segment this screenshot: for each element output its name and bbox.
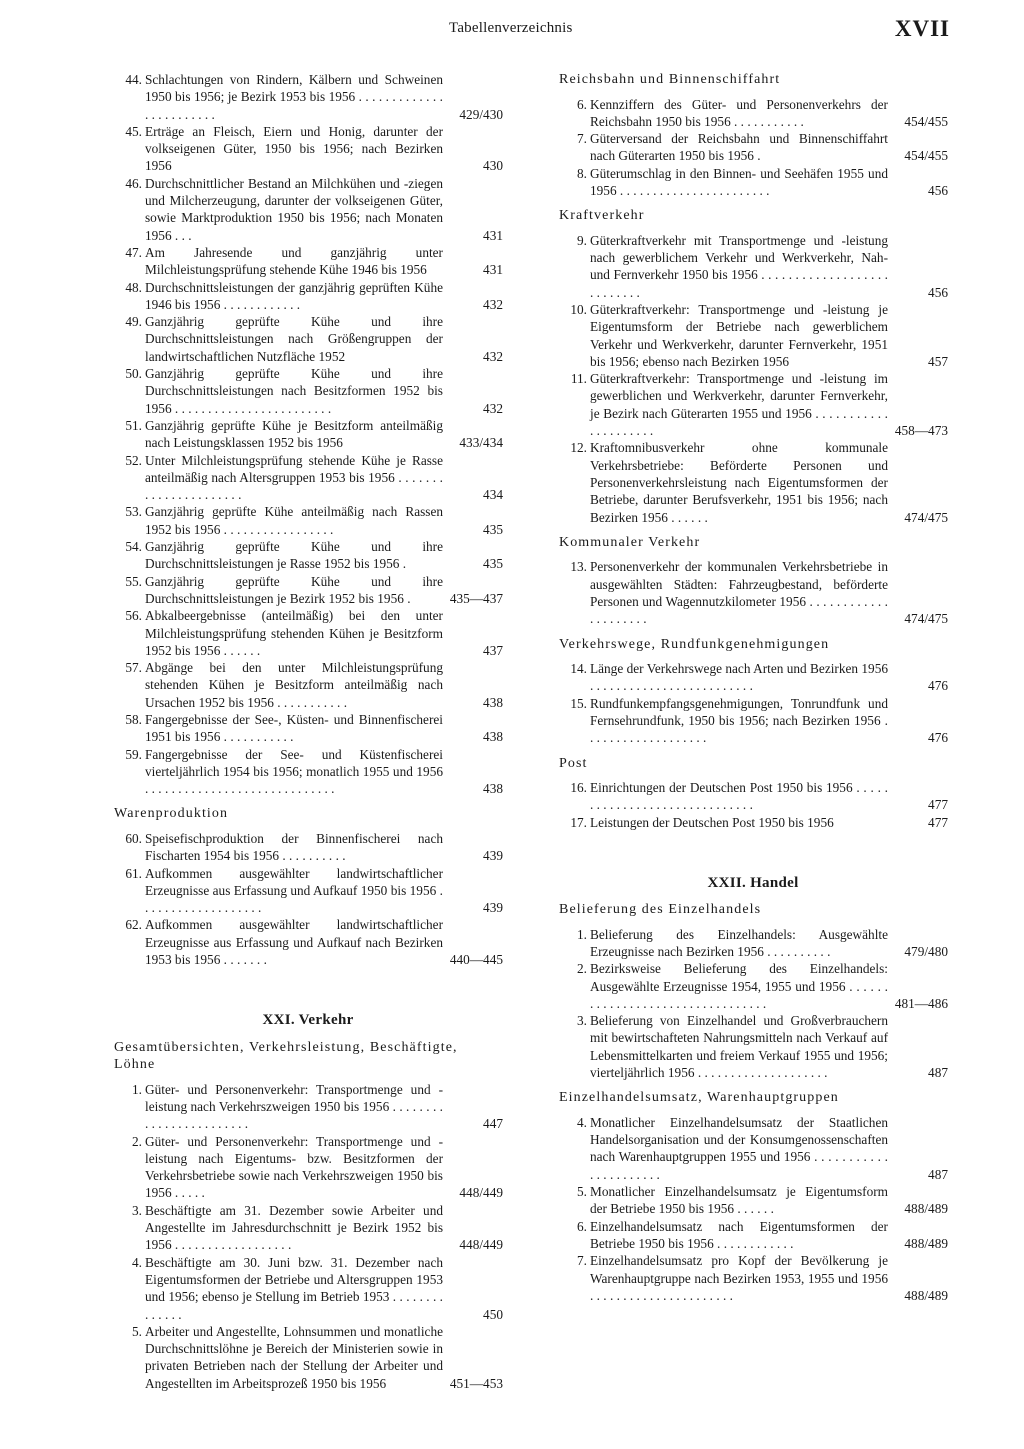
entry-page-ref: 479/480 [904,943,948,959]
entry-title: Durchschnittlicher Bestand an Milchkühen und -ziegen und Milcherzeugung, darunter der volkseigenen Güter, sowie Marktproduktion 1950 bis 1956; nach Monaten 1956 . . . [145,175,443,243]
entry-page-ref: 435 [483,521,503,537]
entry-number: 8. [577,165,587,181]
entry-page-ref: 457 [928,353,948,369]
entry-number: 13. [570,559,587,575]
right-column [558,71,948,1304]
entry-number: 50. [125,366,142,382]
toc-entry [558,926,948,961]
group-heading: Kommunaler Verkehr [559,534,701,550]
page-header [0,18,1024,44]
toc-entry [558,558,948,627]
group-heading: Warenproduktion [114,806,229,822]
toc-entry [113,746,503,798]
entry-number: 45. [125,123,142,139]
toc-entry [558,130,948,165]
entry-title: Leistungen der Deutschen Post 1950 bis 1956 [590,814,834,830]
entry-number: 57. [125,660,142,676]
group-heading: Einzelhandelsumsatz, Warenhauptgruppen [559,1090,839,1106]
entry-title: Ganzjährig geprüfte Kühe und ihre Durchschnittsleistungen je Bezirk 1952 bis 1956 . [145,573,443,606]
entry-page-ref: 435—437 [449,590,503,606]
entry-page-ref: 487 [928,1065,948,1081]
toc-entry [113,538,503,573]
toc-entry [558,695,948,747]
entry-page-ref: 435 [483,556,503,572]
toc-entry [113,865,503,917]
toc-entry [113,71,503,123]
toc-entry [113,244,503,279]
entry-title: Ganzjährig geprüfte Kühe und ihre Durchschnittsleistungen nach Besitzformen 1952 bis 1956 . . . . . . . . . . . . . . . . . . . . . . . . [145,366,443,416]
entry-page-ref: 481—486 [894,995,948,1011]
toc-entry [558,232,948,301]
entry-number: 2. [132,1133,142,1149]
entry-title: Kennziffern des Güter- und Personenverkehrs der Reichsbahn 1950 bis 1956 . . . . . . . . . . . [590,96,888,129]
toc-entry [558,814,948,831]
entry-page-ref: 448/449 [459,1185,503,1201]
entry-page-ref: 431 [483,262,503,278]
entry-number: 61. [125,865,142,881]
entry-title: Unter Milchleistungsprüfung stehende Kühe je Rasse anteilmäßig nach Altersgruppen 1953 bis 1956 . . . . . . . . . . . . . . . . . . . . . . [145,452,443,503]
entry-title: Ganzjährig geprüfte Kühe je Besitzform anteilmäßig nach Leistungsklassen 1952 bis 1956 [145,417,443,451]
entry-number: 17. [570,814,587,830]
toc-entry [113,1081,503,1133]
entry-number: 7. [577,131,587,147]
toc-entry [113,573,503,608]
entry-title: Ganzjährig geprüfte Kühe und ihre Durchschnittsleistungen nach Größengruppen der landwirtschaftlichen Nutzfläche 1952 [145,314,443,364]
entry-page-ref: 456 [928,182,948,198]
entry-number: 12. [570,440,587,456]
entry-page-ref: 456 [928,284,948,300]
entry-number: 10. [570,301,587,317]
entry-title: Güterkraftverkehr: Transportmenge und -leistung im gewerblichen und Werkverkehr, darunter Fernverkehr, je Bezirk nach Güterarten 1955 und 1956 . . . . . . . . . . . . . . . . . . . . . [590,371,888,439]
toc-entry [113,711,503,746]
entry-title: Ganzjährig geprüfte Kühe anteilmäßig nach Rassen 1952 bis 1956 . . . . . . . . . . . . . . . . . [145,504,443,537]
toc-entry [113,607,503,659]
toc-entry [113,830,503,865]
entry-page-ref: 433/434 [459,435,503,451]
entry-page-ref: 440—445 [449,952,503,968]
entry-number: 52. [125,452,142,468]
entry-title: Abkalbeergebnisse (anteilmäßig) bei den unter Milchleistungsprüfung stehenden Kühen je Besitzform 1952 bis 1956 . . . . . . [145,608,443,658]
toc-entry [558,779,948,814]
toc-entry [558,1252,948,1304]
entry-title: Belieferung des Einzelhandels: Ausgewählte Erzeugnisse nach Bezirken 1956 . . . . . . . . . . [590,926,888,959]
entry-number: 60. [125,830,142,846]
entry-page-ref: 476 [928,678,948,694]
entry-page-ref: 450 [483,1306,503,1322]
toc-entry [558,960,948,1012]
toc-entry [113,916,503,968]
entry-page-ref: 432 [483,348,503,364]
group-heading: Belieferung des Einzelhandels [559,902,762,918]
entry-number: 59. [125,746,142,762]
group-heading: Kraftverkehr [559,208,645,224]
entry-number: 15. [570,695,587,711]
toc-entry [558,96,948,131]
toc-entry [558,1114,948,1183]
entry-title: Speisefischproduktion der Binnenfischerei nach Fischarten 1954 bis 1956 . . . . . . . . . . [145,830,443,864]
group-heading: Post [559,755,588,771]
entry-title: Erträge an Fleisch, Eiern und Honig, darunter der volkseigenen Güter, 1950 bis 1956; nach Bezirken 1956 [145,123,443,174]
section-heading: XXI. Verkehr [262,1012,354,1029]
entry-title: Am Jahresende und ganzjährig unter Milchleistungsprüfung stehende Kühe 1946 bis 1956 [145,244,443,278]
entry-page-ref: 434 [483,487,503,503]
entry-title: Schlachtungen von Rindern, Kälbern und Schweinen 1950 bis 1956; je Bezirk 1953 bis 1956 . . . . . . . . . . . . . . . . . . . . . . . . [145,72,443,122]
entry-title: Personenverkehr der kommunalen Verkehrsbetriebe in ausgewählten Städten: Fahrzeugbestand, beförderte Personen und Wagennutzkilometer 1956 . . . . . . . . . . . . . . . . . . . . . [590,559,888,627]
entry-title: Güterversand der Reichsbahn und Binnenschiffahrt nach Güterarten 1950 bis 1956 . [590,131,888,164]
entry-page-ref: 454/455 [904,148,948,164]
toc-entry [113,175,503,244]
entry-page-ref: 448/449 [459,1237,503,1253]
toc-entry [113,503,503,538]
entry-page-ref: 431 [483,227,503,243]
entry-title: Einzelhandelsumsatz nach Eigentumsformen der Betriebe 1950 bis 1956 . . . . . . . . . . . . [590,1218,888,1251]
entry-title: Fangergebnisse der See- und Küstenfischerei vierteljährlich 1954 bis 1956; monatlich 1955 und 1956 . . . . . . . . . . . . . . . . . . . . . . . . . . . . . [145,746,443,797]
entry-page-ref: 438 [483,729,503,745]
entry-title: Güter- und Personenverkehr: Transportmenge und -leistung nach Eigentums- bzw. Besitzformen der Verkehrsbetriebe sowie nach Verkehrszweigen 1950 bis 1956 . . . . . [145,1133,443,1201]
entry-page-ref: 438 [483,694,503,710]
entry-title: Aufkommen ausgewählter landwirtschaftlicher Erzeugnisse aus Erfassung und Aufkauf nach Bezirken 1953 bis 1956 . . . . . . . [145,917,443,968]
entry-number: 4. [577,1114,587,1130]
entry-page-ref: 474/475 [904,611,948,627]
toc-entry [113,417,503,452]
entry-title: Länge der Verkehrswege nach Arten und Bezirken 1956 . . . . . . . . . . . . . . . . . . . . . . . . . [590,661,888,694]
page-number: XVII [894,16,950,41]
entry-number: 16. [570,780,587,795]
entry-page-ref: 432 [483,400,503,416]
entry-title: Ganzjährig geprüfte Kühe und ihre Durchschnittsleistungen je Rasse 1952 bis 1956 . [145,539,443,572]
entry-title: Beschäftigte am 31. Dezember sowie Arbeiter und Angestellte im Jahresdurchschnitt je Bezirk 1952 bis 1956 . . . . . . . . . . . . . . . . . . [145,1202,443,1253]
entry-page-ref: 432 [483,296,503,312]
entry-number: 14. [570,661,587,677]
toc-entry [113,659,503,711]
entry-number: 51. [125,417,142,433]
toc-entry [113,365,503,417]
entry-page-ref: 439 [483,900,503,916]
entry-title: Bezirksweise Belieferung des Einzelhandels: Ausgewählte Erzeugnisse 1954, 1955 und 1956 . . . . . . . . . . . . . . . . . . . . . . . . . . . . . . . . . [590,961,888,1011]
entry-number: 4. [132,1254,142,1270]
entry-number: 44. [125,72,142,87]
entry-title: Abgänge bei den unter Milchleistungsprüfung stehenden Kühen je Besitzform anteilmäßig nach Ursachen 1952 bis 1956 . . . . . . . . . . . [145,660,443,710]
section-heading: XXII. Handel [707,874,799,891]
toc-entry [113,279,503,314]
entry-page-ref: 477 [928,797,948,813]
toc-entry [558,1183,948,1218]
toc-entry [113,1133,503,1202]
toc-entry [558,1012,948,1081]
entry-page-ref: 488/489 [904,1287,948,1303]
toc-entry [558,301,948,370]
entry-number: 3. [577,1013,587,1029]
entry-page-ref: 474/475 [904,509,948,525]
entry-title: Güter- und Personenverkehr: Transportmenge und -leistung nach Verkehrszweigen 1950 bis 1956 . . . . . . . . . . . . . . . . . . . . . . . . [145,1081,443,1132]
entry-number: 48. [125,279,142,295]
toc-entry [558,439,948,525]
entry-number: 62. [125,917,142,933]
entry-number: 3. [132,1202,142,1218]
entry-title: Güterumschlag in den Binnen- und Seehäfen 1955 und 1956 . . . . . . . . . . . . . . . . . . . . . . . [590,165,888,198]
group-heading: Gesamtübersichten, Verkehrsleistung, Beschäftigte, Löhne [114,1039,458,1073]
toc-entry [113,452,503,504]
entry-title: Güterkraftverkehr: Transportmenge und -leistung je Eigentumsform der Betriebe nach gewerblichem Verkehr und Werkverkehr, darunter Fernverkehr, 1951 bis 1956; ebenso nach Bezirken 1956 [590,301,888,369]
entry-page-ref: 454/455 [904,113,948,129]
entry-number: 58. [125,711,142,727]
entry-title: Monatlicher Einzelhandelsumsatz je Eigentumsform der Betriebe 1950 bis 1956 . . . . . . [590,1184,888,1217]
entry-page-ref: 451—453 [449,1375,503,1391]
entry-title: Güterkraftverkehr mit Transportmenge und -leistung nach gewerblichem Verkehr und Werkverkehr, Nah- und Fernverkehr 1950 bis 1956 . . . . . . . . . . . . . . . . . . . . . . . . . . . [590,232,888,300]
entry-title: Fangergebnisse der See-, Küsten- und Binnenfischerei 1951 bis 1956 . . . . . . . . . . . [145,711,443,745]
entry-number: 5. [577,1184,587,1200]
entry-title: Aufkommen ausgewählter landwirtschaftlicher Erzeugnisse aus Erfassung und Aufkauf 1950 bis 1956 . . . . . . . . . . . . . . . . . . . [145,865,443,916]
entry-title: Einrichtungen der Deutschen Post 1950 bis 1956 . . . . . . . . . . . . . . . . . . . . . . . . . . . . . . [590,780,888,813]
entry-title: Kraftomnibusverkehr ohne kommunale Verkehrsbetriebe: Beförderte Personen und Personenverkehrsleistung nach Eigentumsformen der Betriebe, darunter Berufsverkehr, 1951 bis 1956; nach Bezirken 1956 . . . . . . [590,440,888,525]
entry-number: 6. [577,1218,587,1234]
entry-page-ref: 488/489 [904,1235,948,1251]
entry-page-ref: 439 [483,848,503,864]
entry-page-ref: 476 [928,730,948,746]
toc-entry [113,1202,503,1254]
group-heading: Verkehrswege, Rundfunkgenehmigungen [559,636,830,652]
entry-number: 46. [125,175,142,191]
entry-page-ref: 429/430 [459,106,503,122]
toc-entry [558,370,948,439]
toc-entry [558,660,948,695]
entry-title: Monatlicher Einzelhandelsumsatz der Staatlichen Handelsorganisation und der Konsumgenossenschaften nach Warenhauptgruppen 1955 und 1956 . . . . . . . . . . . . . . . . . . . . . . [590,1114,888,1182]
toc-entry [113,1323,503,1392]
toc-entry [558,1218,948,1253]
entry-number: 54. [125,539,142,555]
entry-page-ref: 458—473 [894,423,948,439]
entry-title: Durchschnittsleistungen der ganzjährig geprüften Kühe 1946 bis 1956 . . . . . . . . . . . . [145,279,443,312]
running-title: Tabellenverzeichnis [449,20,573,36]
entry-number: 53. [125,504,142,520]
entry-page-ref: 437 [483,642,503,658]
entry-number: 56. [125,608,142,624]
entry-number: 55. [125,573,142,589]
entry-title: Belieferung von Einzelhandel und Großverbrauchern mit bewirtschafteten Nahrungsmitteln nach Verkauf auf Lebensmittelkarten und freiem Verkauf 1955 und 1956; vierteljährlich 1956 . . . . . . . . . . . . . . . . . . . . [590,1013,888,1081]
entry-number: 7. [577,1253,587,1269]
toc-entry [558,165,948,200]
entry-number: 6. [577,96,587,112]
entry-title: Einzelhandelsumsatz pro Kopf der Bevölkerung je Warenhauptgruppe nach Bezirken 1953, 1955 und 1956 . . . . . . . . . . . . . . . . . . . . . . [590,1253,888,1303]
entry-number: 49. [125,314,142,330]
entry-number: 2. [577,961,587,977]
entry-number: 47. [125,244,142,260]
entry-number: 11. [570,371,587,387]
entry-number: 9. [577,232,587,248]
entry-title: Rundfunkempfangsgenehmigungen, Tonrundfunk und Fernsehrundfunk, 1950 bis 1956; nach Bezirken 1956 . . . . . . . . . . . . . . . . . . . [590,695,888,746]
toc-entry [113,313,503,365]
entry-page-ref: 447 [483,1116,503,1132]
entry-number: 1. [577,926,587,942]
entry-page-ref: 488/489 [904,1201,948,1217]
entry-title: Beschäftigte am 30. Juni bzw. 31. Dezember nach Eigentumsformen der Betriebe und Altersgruppen 1953 und 1956; ebenso je Stellung im Betrieb 1953 . . . . . . . . . . . . . . [145,1254,443,1322]
entry-number: 1. [132,1081,142,1097]
entry-page-ref: 430 [483,158,503,174]
toc-entry [113,123,503,175]
entry-page-ref: 487 [928,1166,948,1182]
toc-entry [113,1254,503,1323]
entry-page-ref: 438 [483,781,503,797]
entry-number: 5. [132,1323,142,1339]
entry-page-ref: 477 [928,814,948,830]
entry-title: Arbeiter und Angestellte, Lohnsummen und monatliche Durchschnittslöhne je Bereich der Ministerien sowie in privaten Betrieben nach der Stellung der Arbeiter und Angestellten im Arbeitsprozeß 1950 bis 1956 [145,1323,443,1391]
group-heading: Reichsbahn und Binnenschiffahrt [559,72,781,87]
left-column [113,71,503,1392]
